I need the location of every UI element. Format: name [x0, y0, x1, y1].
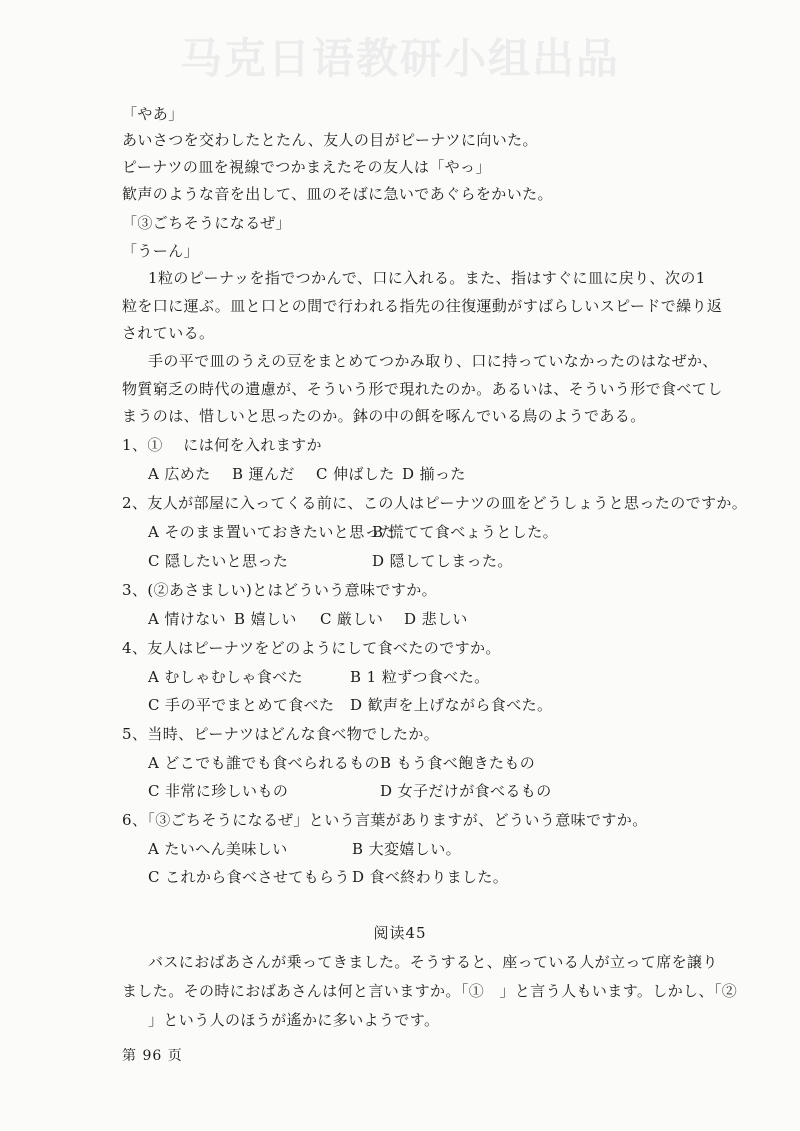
- passage-line: 手の平で皿のうえの豆をまとめてつかみ取り、口に持っていなかったのはなぜか、: [148, 352, 718, 370]
- passage-line: 歓声のような音を出して、皿のそばに急いであぐらをかいた。: [122, 185, 553, 203]
- watermark: 马克日语教研小组出品: [179, 34, 620, 83]
- passage-line: 「やあ」: [122, 105, 184, 123]
- option-3c: C 厳しい: [320, 610, 384, 628]
- option-3d: D 悲しい: [404, 610, 468, 628]
- passage-line: 粒を口に運ぶ。皿と口との間で行われる指先の往復運動がすばらしいスピードで繰り返: [122, 297, 723, 315]
- passage-line: 「うーん」: [122, 242, 200, 260]
- option-1a: A 広めた: [148, 465, 211, 483]
- question-4: 4、友人はピーナツをどのようにして食べたのですか。: [122, 639, 501, 657]
- option-4b: B 1 粒ずつ食べた。: [350, 668, 490, 686]
- question-6: 6、「③ごちそうになるぜ」という言葉がありますが、どういう意味ですか。: [122, 811, 648, 829]
- next-passage-line: バスにおばあさんが乗ってきました。そうすると、座っている人が立って席を譲り: [148, 953, 718, 971]
- option-6a: A たいへん美味しい: [148, 840, 288, 858]
- option-4d: D 歓声を上げながら食べた。: [350, 696, 553, 714]
- option-5d: D 女子だけが食べるもの: [380, 782, 552, 800]
- option-5c: C 非常に珍しいもの: [148, 782, 289, 800]
- passage-line: ピーナツの皿を視線でつかまえたその友人は「やっ」: [122, 158, 491, 176]
- option-4c: C 手の平でまとめて食べた: [148, 696, 335, 714]
- question-2: 2、友人が部屋に入ってくる前に、この人はピーナツの皿をどうしょうと思ったのですか。: [122, 494, 748, 512]
- passage-line: 1粒のピーナッを指でつかんで、口に入れる。また、指はすぐに皿に戻り、次の1: [148, 269, 706, 287]
- passage-line: されている。: [122, 324, 215, 342]
- option-6d: D 食べ終わりました。: [352, 868, 509, 886]
- option-1b: B 運んだ: [232, 465, 295, 483]
- option-2c: C 隠したいと思った: [148, 552, 289, 570]
- passage-line: まうのは、惜しいと思ったのか。鉢の中の餌を啄んでいる鳥のようである。: [122, 407, 646, 425]
- next-passage-line: 」という人のほうが遙かに多いようです。: [148, 1011, 440, 1029]
- option-1c: C 伸ばした: [316, 465, 395, 483]
- option-5b: B もう食べ飽きたもの: [380, 754, 536, 772]
- option-6b: B 大変嬉しい。: [352, 840, 461, 858]
- option-2b: B 慌てて食べょうとした。: [372, 523, 558, 541]
- question-3: 3、(②あさましい)とはどういう意味ですか。: [122, 581, 438, 599]
- option-5a: A どこでも誰でも食べられるもの: [148, 754, 381, 772]
- section-title: 阅读45: [373, 924, 427, 942]
- option-3b: B 嬉しい: [234, 610, 297, 628]
- option-4a: A むしゃむしゃ食べた: [148, 668, 304, 686]
- page-number: 第 96 页: [122, 1048, 183, 1064]
- option-2d: D 隠してしまった。: [372, 552, 513, 570]
- passage-line: 物質窮乏の時代の遺慮が、そういう形で現れたのか。あるいは、そういう形で食べてし: [122, 380, 723, 398]
- option-3a: A 情けない: [148, 610, 227, 628]
- passage-line: 「③ごちそうになるぜ」: [122, 214, 291, 232]
- option-2a: A そのまま置いておきたいと思った: [148, 523, 396, 541]
- question-1: 1、① には何を入れますか: [122, 436, 322, 454]
- option-6c: C これから食べさせてもらう: [148, 868, 350, 886]
- question-5: 5、当時、ピーナツはどんな食べ物でしたか。: [122, 725, 440, 743]
- next-passage-line: ました。その時におばあさんは何と言いますか。「① 」と言う人もいます。しかし、「②: [122, 982, 738, 1000]
- passage-line: あいさつを交わしたとたん、友人の目がピーナツに向いた。: [122, 131, 538, 149]
- option-1d: D 揃った: [402, 465, 466, 483]
